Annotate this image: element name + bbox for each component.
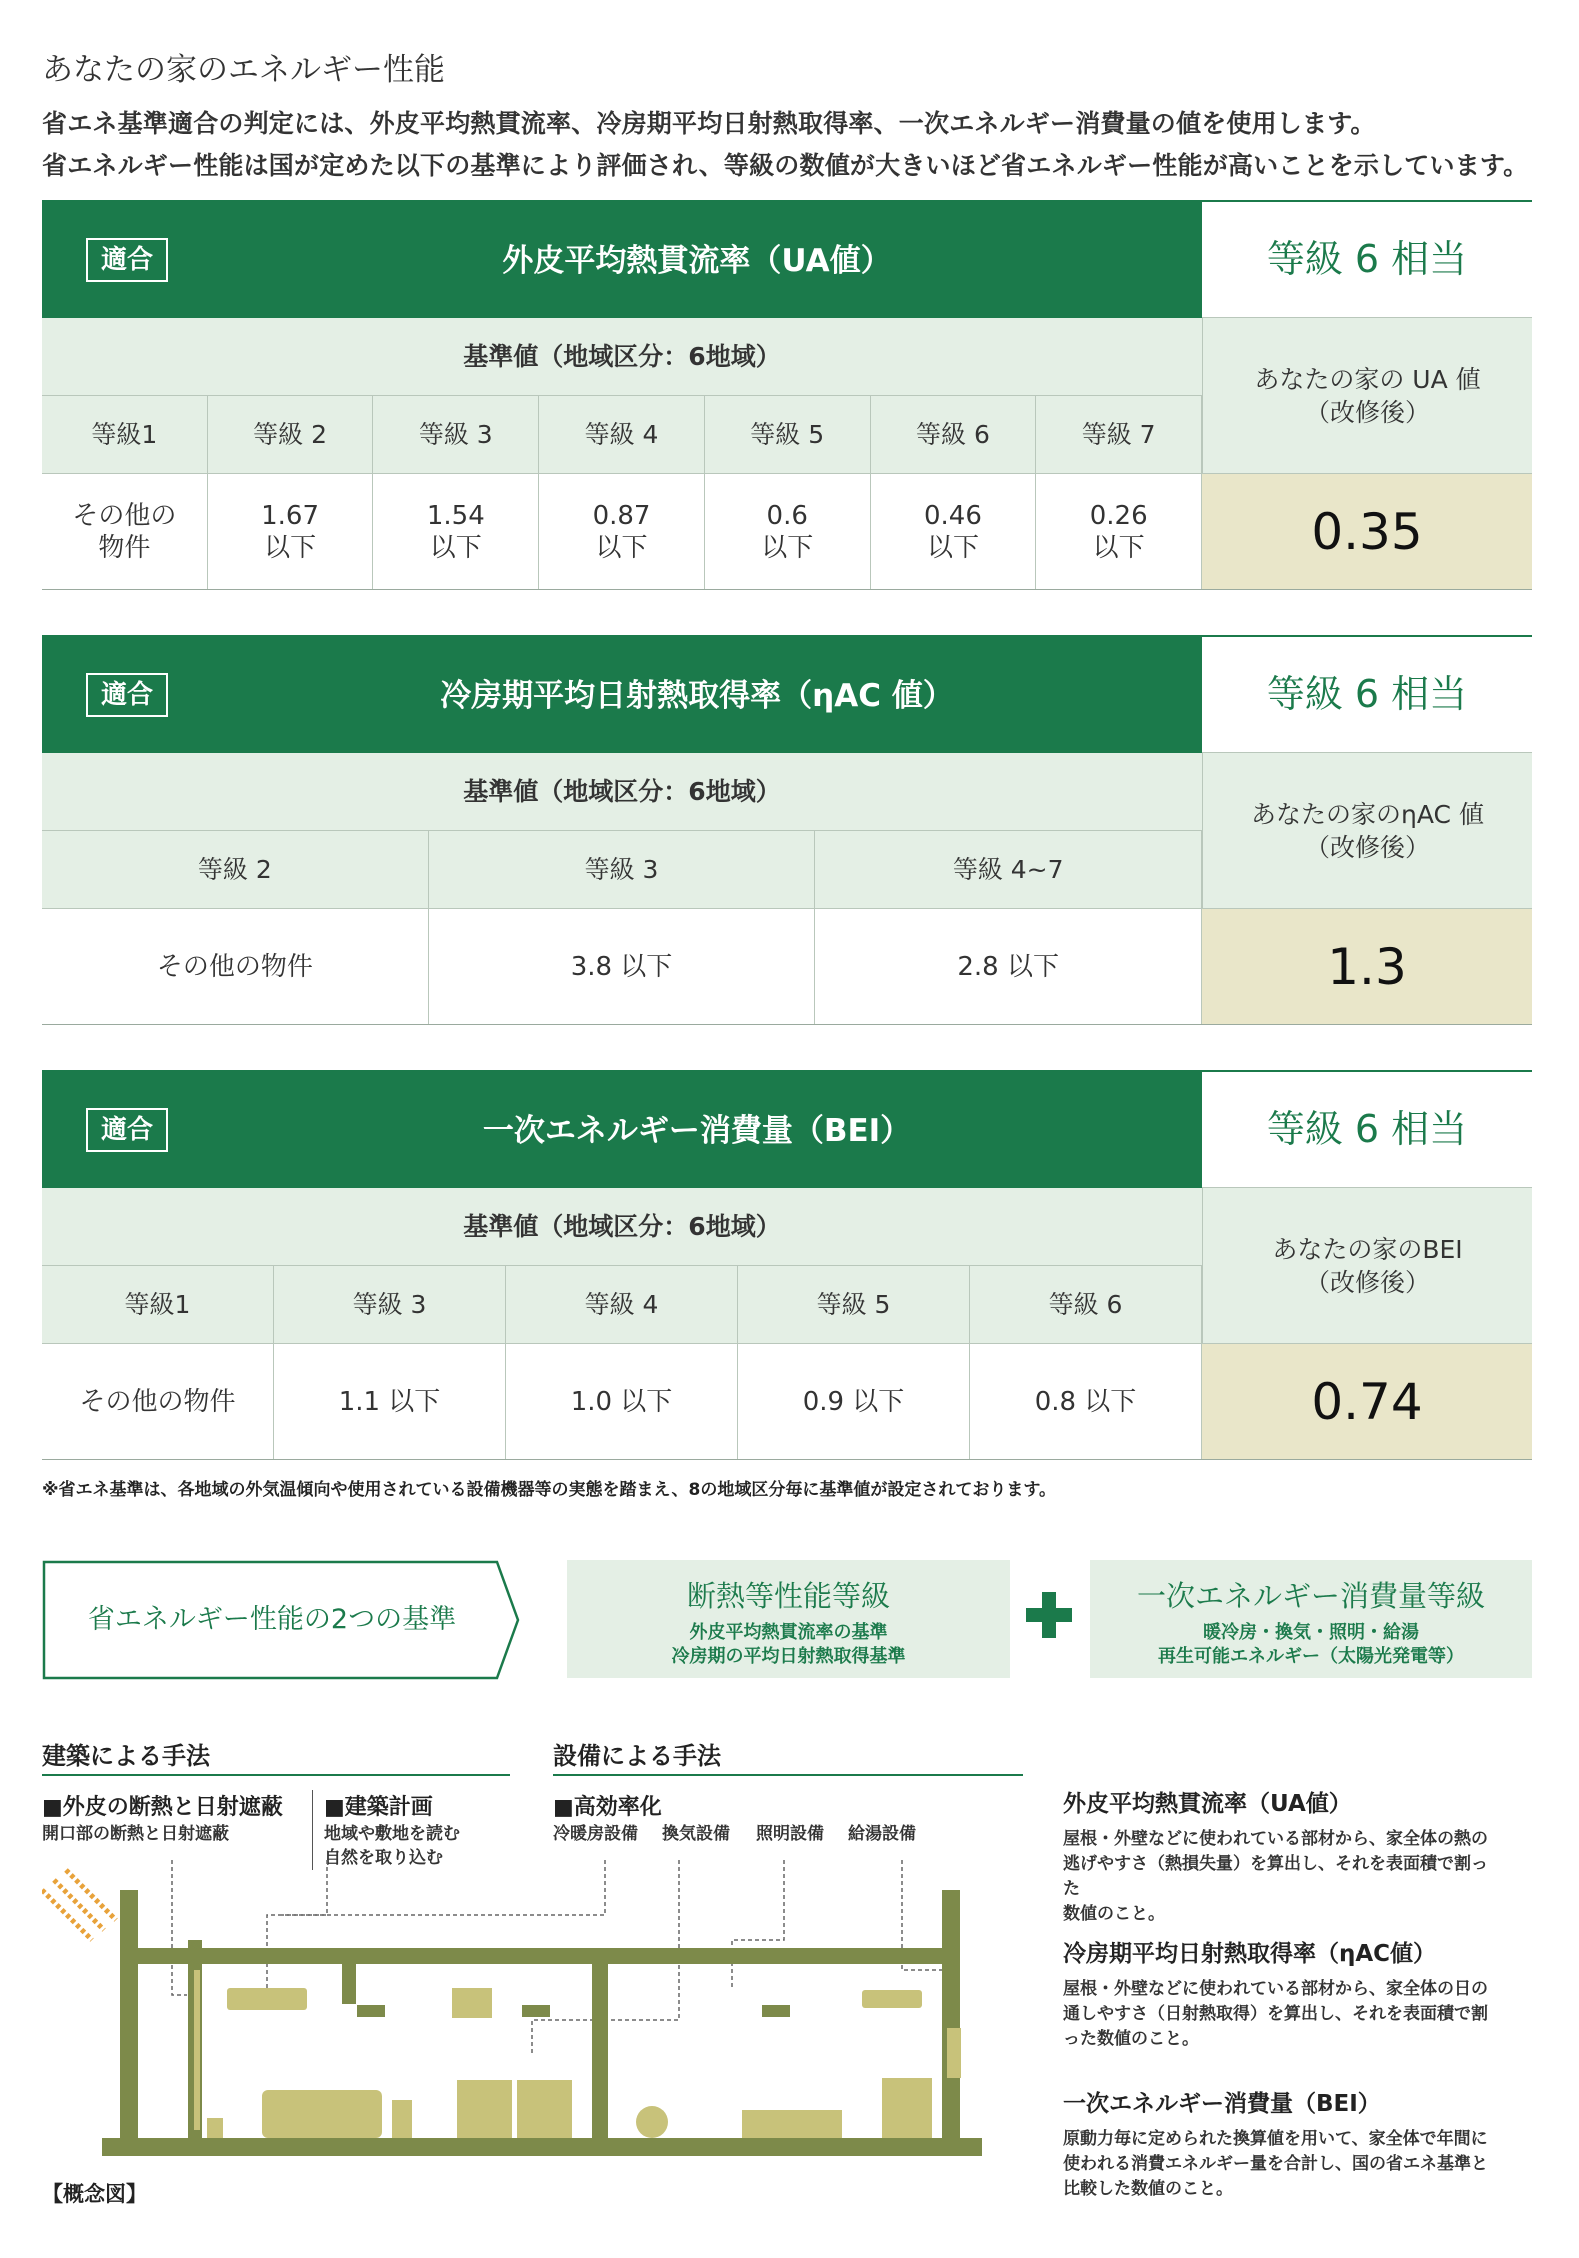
- def-line: った数値のこと。: [1063, 2029, 1199, 2049]
- concept-label: 【概念図】: [42, 2182, 147, 2206]
- insulation-grade-title: 断熱等性能等級: [686, 1579, 890, 1613]
- ua-yours-value: 0.35: [1202, 474, 1532, 590]
- bei-value-cell: [506, 1344, 738, 1459]
- bei-section: [42, 1070, 1532, 1462]
- ua-value-line: 以下: [429, 532, 482, 563]
- etaac-header-cell: 等級 3: [429, 831, 816, 908]
- etaac-header-cell: 等級 4~7: [815, 831, 1202, 908]
- arch-separator: [312, 1790, 313, 1870]
- ua-value-line: その他の: [72, 500, 177, 531]
- ua-header: [42, 200, 1202, 318]
- insulation-grade-sub2: 冷房期の平均日射熱取得基準: [671, 1646, 906, 1667]
- ua-value-cell: [539, 474, 705, 589]
- footnote: ※省エネ基準は、各地域の外気温傾向や使用されている設備機器等の実態を踏まえ、8の地域区分毎に基準値が設定されております。: [42, 1480, 1057, 1500]
- energy-grade-sub2: 再生可能エネルギー（太陽光発電等）: [1158, 1646, 1464, 1667]
- arch-method-title: 建築による手法: [42, 1742, 210, 1770]
- ua-badge: 適合: [86, 238, 168, 282]
- etaac-value-cell: [815, 909, 1202, 1024]
- equip-list-item: 換気設備: [662, 1824, 730, 1844]
- etaac-grade-headers: [42, 831, 1202, 909]
- bei-grade-headers: [42, 1266, 1202, 1344]
- arch-item2-sub1: 地域や敷地を読む: [324, 1824, 460, 1844]
- ua-value-line: 0.6: [766, 500, 808, 531]
- etaac-section: [42, 635, 1532, 1027]
- bei-header-cell: 等級 4: [506, 1266, 738, 1343]
- def-line: 逃げやすさ（熱損失量）を算出し、それを表面積で割った: [1063, 1854, 1488, 1899]
- def-bei-title: 一次エネルギー消費量（BEI）: [1063, 2091, 1381, 2117]
- etaac-value-line: その他の物件: [156, 951, 313, 982]
- ua-value-line: 0.46: [924, 500, 982, 531]
- energy-grade-title: 一次エネルギー消費量等級: [1136, 1579, 1485, 1613]
- intro-line-2: 省エネルギー性能は国が定めた以下の基準により評価され、等級の数値が大きいほど省エネルギー性能が高いことを示しています。: [42, 151, 1529, 180]
- def-etaac-text: [1063, 1977, 1503, 2052]
- bei-value-line: 0.9 以下: [802, 1386, 905, 1417]
- etaac-yours-label-line1: あなたの家のηAC 値: [1251, 799, 1484, 829]
- ua-value-cell: [1036, 474, 1202, 589]
- ua-value-line: 0.26: [1089, 500, 1148, 531]
- arch-item1: ■外皮の断熱と日射遮蔽: [42, 1795, 283, 1820]
- equip-list-item: 給湯設備: [848, 1824, 916, 1844]
- def-line: 比較した数値のこと。: [1063, 2179, 1233, 2199]
- ua-value-line: 以下: [926, 532, 979, 563]
- insulation-grade-box: [567, 1560, 1010, 1678]
- ua-value-cell: [871, 474, 1037, 589]
- bei-header-cell: 等級 5: [738, 1266, 970, 1343]
- ua-value-line: 以下: [1092, 532, 1145, 563]
- def-ua-title: 外皮平均熱貫流率（UA値）: [1063, 1791, 1352, 1817]
- equip-method-title: 設備による手法: [553, 1742, 721, 1770]
- ua-value-line: 0.87: [592, 500, 651, 531]
- ua-standard: 基準値（地域区分：6地域）: [42, 318, 1202, 396]
- bei-yours-label: [1202, 1188, 1532, 1344]
- bei-value-line: 0.8 以下: [1034, 1386, 1137, 1417]
- bei-title: 一次エネルギー消費量（BEI）: [482, 1113, 912, 1149]
- bei-header: [42, 1070, 1202, 1188]
- etaac-standard: 基準値（地域区分：6地域）: [42, 753, 1202, 831]
- arch-item2-sub2: 自然を取り込む: [324, 1848, 443, 1868]
- ua-value-line: 以下: [264, 532, 317, 563]
- bei-value-line: 1.0 以下: [570, 1386, 673, 1417]
- ua-value-cell: [208, 474, 374, 589]
- ua-header-cell: 等級 3: [373, 396, 539, 473]
- bei-header-cell: 等級1: [42, 1266, 274, 1343]
- ua-value-line: 1.67: [261, 500, 320, 531]
- etaac-title: 冷房期平均日射熱取得率（ηAC 値）: [440, 678, 954, 714]
- bei-grade: 等級 6 相当: [1202, 1070, 1532, 1188]
- etaac-badge: 適合: [86, 673, 168, 717]
- etaac-yours-value: 1.3: [1202, 909, 1532, 1025]
- ua-value-line: 以下: [595, 532, 648, 563]
- ua-value-cell: [42, 474, 208, 589]
- etaac-header: [42, 635, 1202, 753]
- bei-value-cell: [42, 1344, 274, 1459]
- bei-value-line: その他の物件: [79, 1386, 236, 1417]
- page-title: あなたの家のエネルギー性能: [42, 52, 445, 88]
- ua-header-cell: 等級 6: [871, 396, 1037, 473]
- def-line: 使われる消費エネルギー量を合計し、国の省エネ基準と: [1063, 2154, 1488, 2174]
- equip-divider: [553, 1774, 1023, 1776]
- bei-value-cell: [738, 1344, 970, 1459]
- arch-item1-sub: 開口部の断熱と日射遮蔽: [42, 1824, 229, 1844]
- ua-header-cell: 等級1: [42, 396, 208, 473]
- bei-values: [42, 1344, 1202, 1460]
- criteria-arrow: [42, 1560, 522, 1680]
- ua-yours-label: [1202, 318, 1532, 474]
- energy-grade-sub1: 暖冷房・換気・照明・給湯: [1203, 1622, 1419, 1643]
- etaac-yours-label: [1202, 753, 1532, 909]
- bei-value-cell: [274, 1344, 506, 1459]
- bei-yours-label-line2: （改修後）: [1304, 1267, 1430, 1297]
- def-line: 通しやすさ（日射熱取得）を算出し、それを表面積で割: [1063, 2004, 1488, 2024]
- window-glass: [194, 1970, 200, 2130]
- ua-title: 外皮平均熱貫流率（UA値）: [502, 243, 892, 279]
- intro-line-1: 省エネ基準適合の判定には、外皮平均熱貫流率、冷房期平均日射熱取得率、一次エネルギー消費量の値を使用します。: [42, 109, 1376, 138]
- ua-yours-label-line2: （改修後）: [1304, 397, 1430, 427]
- def-ua-text: [1063, 1827, 1503, 1927]
- etaac-value-cell: [429, 909, 816, 1024]
- ua-grade-headers: [42, 396, 1202, 474]
- bei-header-cell: 等級 3: [274, 1266, 506, 1343]
- bei-yours-label-line1: あなたの家のBEI: [1272, 1234, 1463, 1264]
- etaac-value-cell: [42, 909, 429, 1024]
- arch-item2: ■建築計画: [324, 1795, 433, 1820]
- ua-values: [42, 474, 1202, 590]
- bei-value-cell: [970, 1344, 1202, 1459]
- def-line: 屋根・外壁などに使われている部材から、家全体の日の: [1063, 1979, 1488, 1999]
- furniture-icons: [207, 1988, 961, 2138]
- energy-grade-box: [1090, 1560, 1532, 1678]
- bei-value-line: 1.1 以下: [338, 1386, 441, 1417]
- criteria-arrow-label: 省エネルギー性能の2つの基準: [87, 1604, 457, 1635]
- etaac-value-line: 3.8 以下: [570, 951, 673, 982]
- ua-header-cell: 等級 5: [705, 396, 871, 473]
- def-etaac-title: 冷房期平均日射熱取得率（ηAC値）: [1063, 1941, 1437, 1967]
- def-line: 原動力毎に定められた換算値を用いて、家全体で年間に: [1063, 2129, 1488, 2149]
- arch-divider: [42, 1774, 510, 1776]
- insulation-grade-sub1: 外皮平均熱貫流率の基準: [689, 1622, 888, 1643]
- bei-yours-value: 0.74: [1202, 1344, 1532, 1460]
- etaac-grade: 等級 6 相当: [1202, 635, 1532, 753]
- ua-header-cell: 等級 2: [208, 396, 374, 473]
- bei-header-cell: 等級 6: [970, 1266, 1202, 1343]
- etaac-values: [42, 909, 1202, 1025]
- def-line: 屋根・外壁などに使われている部材から、家全体の熱の: [1063, 1829, 1488, 1849]
- ua-value-line: 1.54: [426, 500, 485, 531]
- def-line: 数値のこと。: [1063, 1904, 1165, 1924]
- def-bei-text: [1063, 2127, 1503, 2202]
- ua-header-cell: 等級 7: [1036, 396, 1202, 473]
- etaac-header-cell: 等級 2: [42, 831, 429, 908]
- bei-badge: 適合: [86, 1108, 168, 1152]
- ua-value-cell: [705, 474, 871, 589]
- concept-diagram: [42, 1860, 1002, 2190]
- bei-standard: 基準値（地域区分：6地域）: [42, 1188, 1202, 1266]
- ua-section: [42, 200, 1532, 592]
- ua-value-cell: [373, 474, 539, 589]
- equip-item: ■高効率化: [553, 1795, 662, 1820]
- ua-value-line: 以下: [761, 532, 814, 563]
- etaac-value-line: 2.8 以下: [957, 951, 1059, 982]
- ua-grade: 等級 6 相当: [1202, 200, 1532, 318]
- equip-list-item: 冷暖房設備: [553, 1824, 638, 1844]
- ua-value-line: 物件: [98, 532, 151, 563]
- light-fixtures: [357, 2005, 790, 2017]
- plus-icon: [1024, 1590, 1074, 1640]
- etaac-yours-label-line2: （改修後）: [1304, 832, 1430, 862]
- sunlight-icon: [42, 1870, 116, 1940]
- ua-header-cell: 等級 4: [539, 396, 705, 473]
- equip-list-item: 照明設備: [756, 1824, 824, 1844]
- ua-yours-label-line1: あなたの家の UA 値: [1254, 364, 1481, 394]
